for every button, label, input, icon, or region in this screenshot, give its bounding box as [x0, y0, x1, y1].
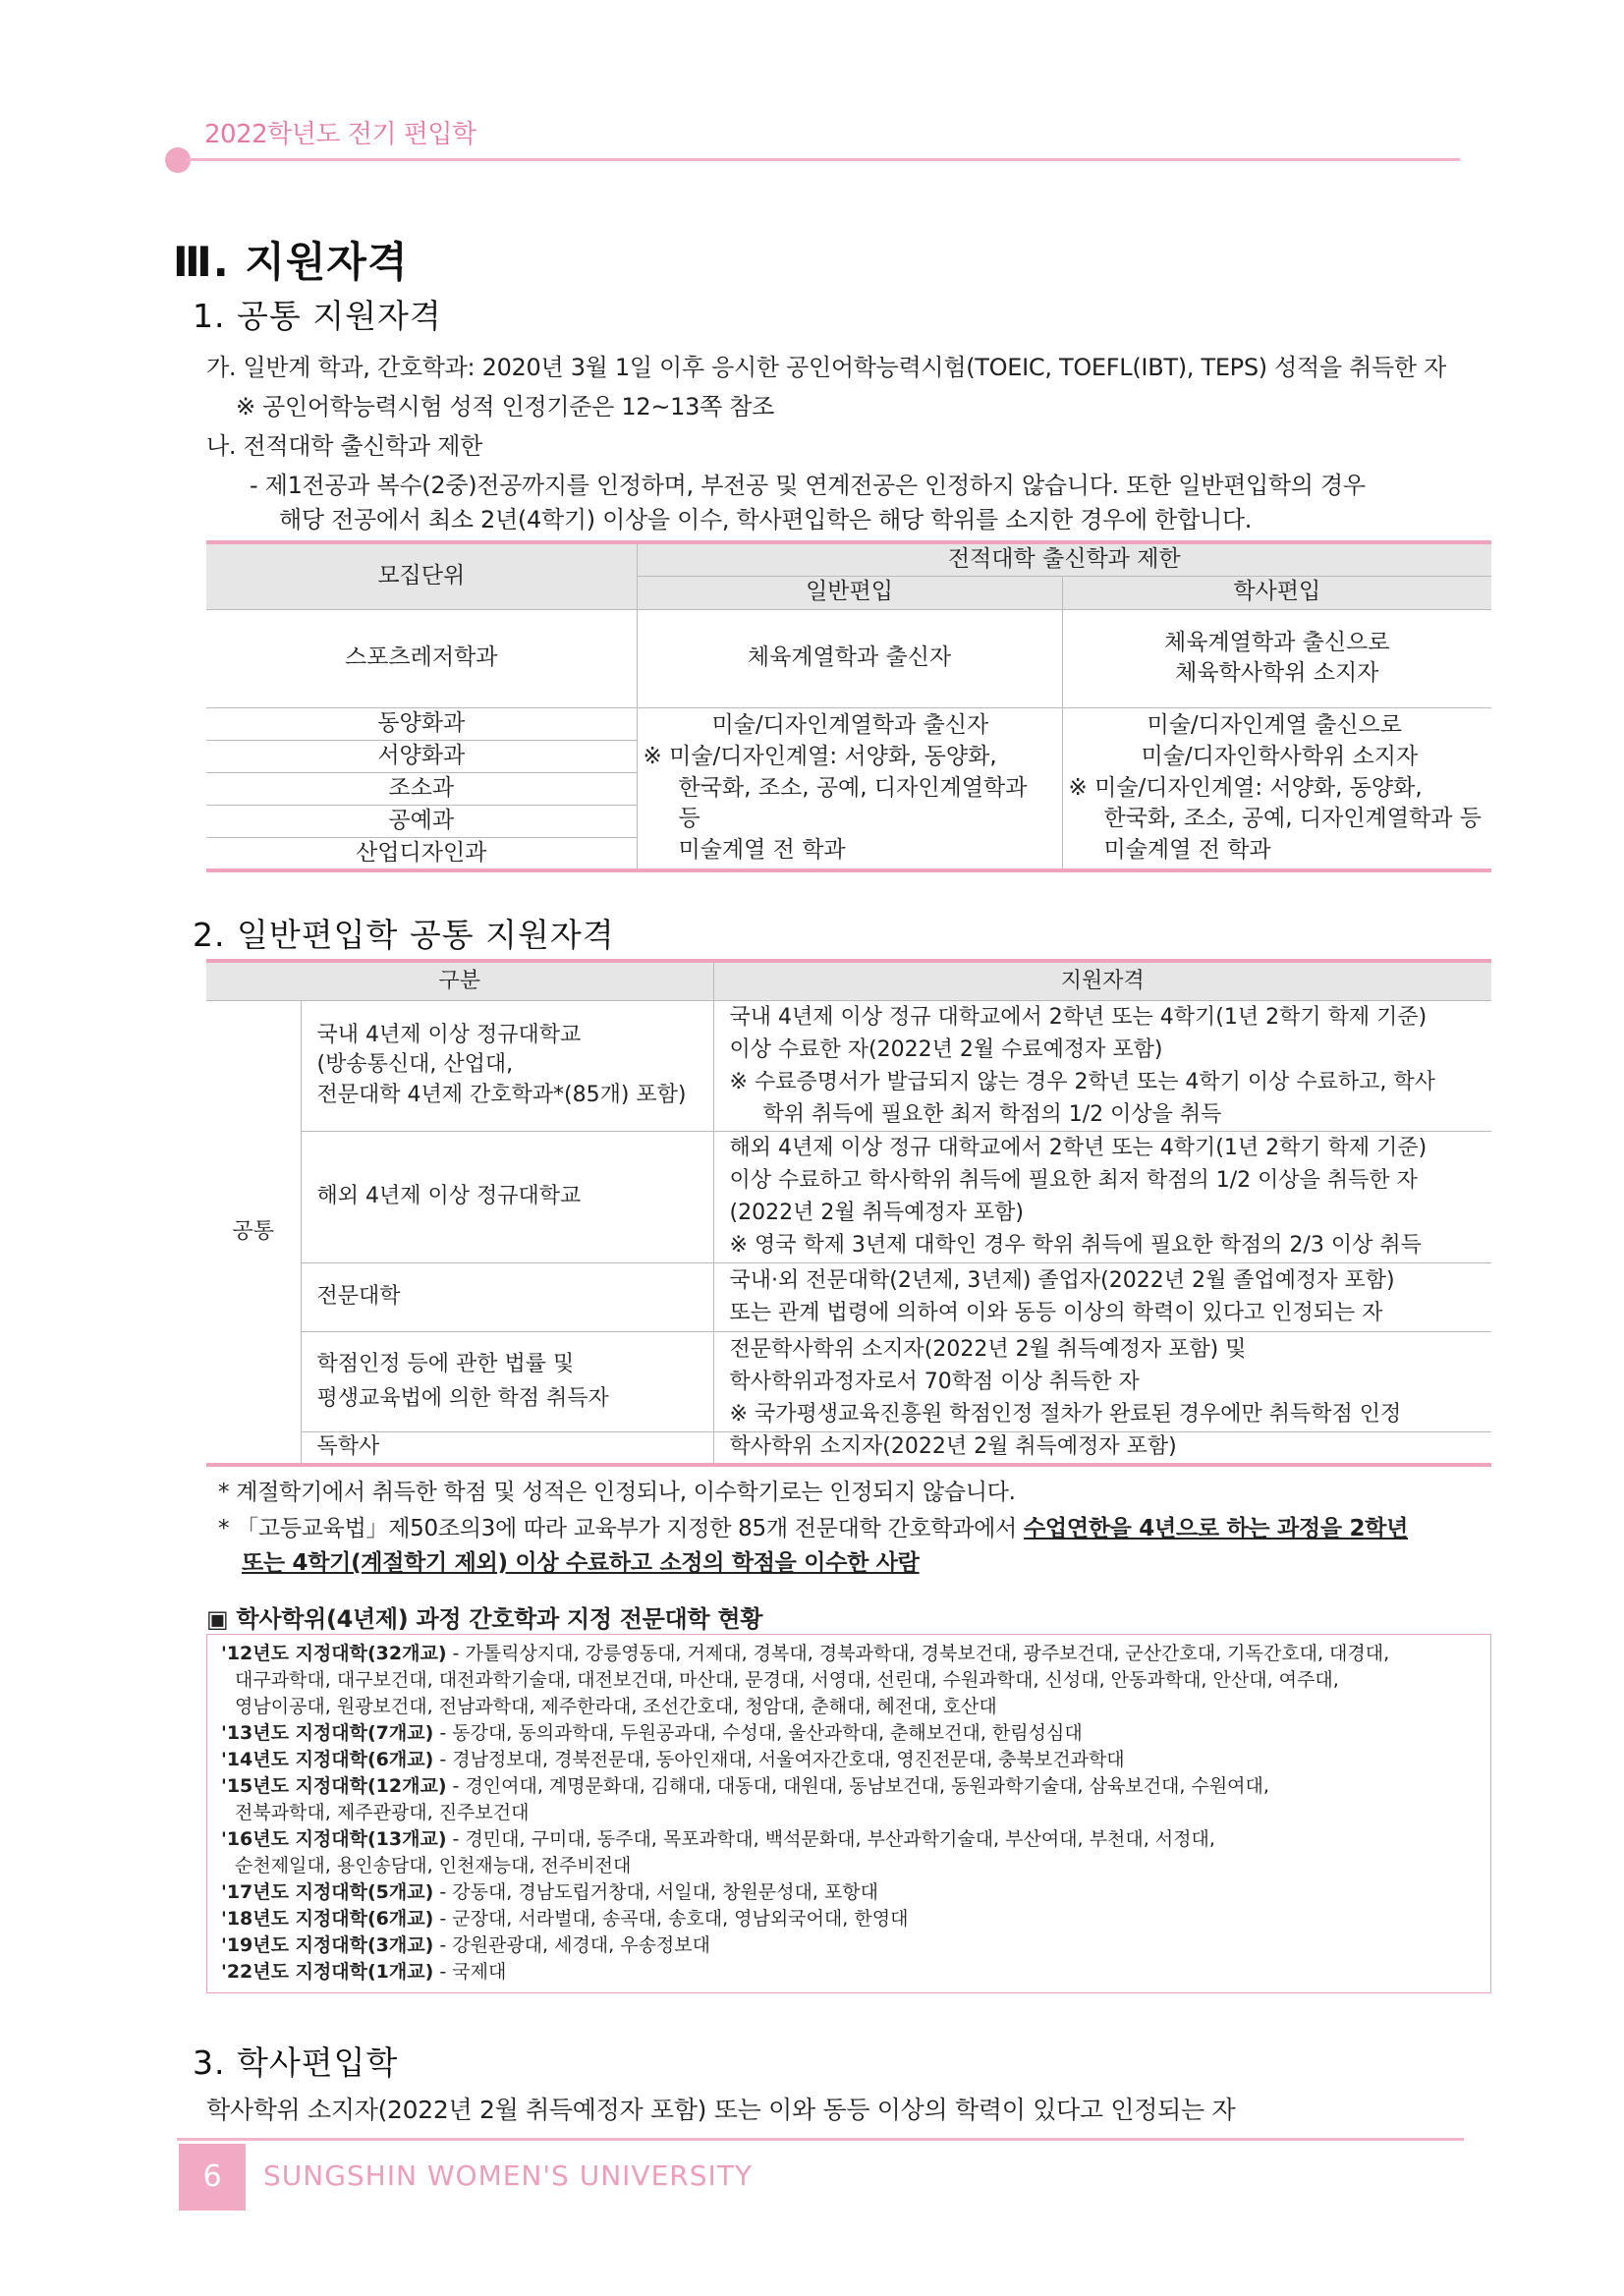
category-self-study: 독학사	[301, 1431, 713, 1465]
header-restrict: 전적대학 출신학과 제한	[637, 542, 1491, 576]
nursing-entry	[221, 1826, 1477, 1853]
art-unit: 공예과	[388, 807, 455, 833]
qual-line: ※ 수료증명서가 발급되지 않는 경우 2학년 또는 4학기 이상 수료하고, 학사	[729, 1069, 1435, 1094]
nursing-entry-list: - 경인여대, 계명문화대, 김해대, 대동대, 대원대, 동남보건대, 동원과학기술대, 삼육보건대, 수원여대,	[446, 1775, 1269, 1797]
nursing-entry-cont: 순천제일대, 용인송담대, 인천재능대, 전주비전대	[235, 1855, 632, 1876]
nursing-entry	[221, 1959, 1477, 1986]
s2-note-1: * 계절학기에서 취득한 학점 및 성적은 인정되나, 이수학기로는 인정되지 않습니다.	[218, 1480, 1016, 1505]
nursing-entry-year: '19년도 지정대학(3개교)	[221, 1934, 434, 1956]
sports-bachelor-line: 체육학사학위 소지자	[1175, 660, 1379, 687]
art-unit: 산업디자인과	[356, 839, 487, 866]
art-bachelor-line: 한국화, 조소, 공예, 디자인계열학과 등	[1103, 806, 1482, 832]
s2-title: 2. 일반편입학 공통 지원자격	[193, 916, 615, 954]
category-line: 학점인정 등에 관한 법률 및	[316, 1351, 575, 1376]
nursing-entry-list: - 강동대, 경남도립거창대, 서일대, 창원문성대, 포항대	[433, 1881, 878, 1903]
s2-note-2-emphasis: 수업연한을 4년으로 하는 과정을 2학년	[1023, 1516, 1408, 1541]
qual-line: 국내·외 전문대학(2년제, 3년제) 졸업자(2022년 2월 졸업예정자 포함)	[729, 1268, 1395, 1293]
qual-line: 이상 수료한 자(2022년 2월 수료예정자 포함)	[729, 1036, 1163, 1062]
group-common: 공통	[232, 1218, 274, 1244]
qual-line: 해외 4년제 이상 정규 대학교에서 2학년 또는 4학기(1년 2학기 학제 기준)	[729, 1136, 1428, 1160]
art-bachelor-line: 미술/디자인계열 출신으로	[1147, 712, 1402, 739]
s2-qualification-table	[206, 959, 1491, 1467]
qual-line: 국내 4년제 이상 정규 대학교에서 2학년 또는 4학기(1년 2학기 학제 기준)	[729, 1004, 1428, 1030]
nursing-entry-year: '22년도 지정대학(1개교)	[221, 1961, 434, 1983]
s3-text: 학사학위 소지자(2022년 2월 취득예정자 포함) 또는 이와 동등 이상의 학력이 있다고 인정되는 자	[206, 2096, 1236, 2124]
nursing-entry-year: '12년도 지정대학(32개교)	[221, 1643, 447, 1664]
nursing-entry-year: '15년도 지정대학(12개교)	[221, 1775, 447, 1797]
nursing-college-list-box	[206, 1634, 1491, 1993]
qual-line: ※ 영국 학제 3년제 대학인 경우 학위 취득에 필요한 학점의 2/3 이상 취득	[729, 1233, 1422, 1258]
qual-line: ※ 국가평생교육진흥원 학점인정 절차가 완료된 경우에만 취득학점 인정	[729, 1401, 1402, 1427]
nursing-entry-year: '14년도 지정대학(6개교)	[221, 1749, 434, 1770]
nursing-entry-cont: 대구과학대, 대구보건대, 대전과학기술대, 대전보건대, 마산대, 문경대, 서영대, 선린대, 수원과학대, 신성대, 안동과학대, 안산대, 여주대,	[235, 1669, 1339, 1691]
sports-general: 체육계열학과 출신자	[637, 609, 1062, 707]
art-bachelor-line: ※ 미술/디자인계열: 서양화, 동양화,	[1068, 774, 1423, 801]
nursing-entry-cont: 전북과학대, 제주관광대, 진주보건대	[235, 1802, 530, 1823]
s1-line-na-1: - 제1전공과 복수(2중)전공까지를 인정하며, 부전공 및 연계전공은 인정하지 않습니다. 또한 일반편입학의 경우	[250, 472, 1366, 499]
footer-rule	[177, 2138, 1464, 2141]
nursing-entry-year: '18년도 지정대학(6개교)	[221, 1908, 434, 1930]
s2-note-2-text: * 「고등교육법」제50조의3에 따라 교육부가 지정한 85개 전문대학 간호학과에서	[218, 1516, 1024, 1541]
footer-university: SUNGSHIN WOMEN'S UNIVERSITY	[263, 2159, 753, 2192]
nursing-entry-list: - 국제대	[433, 1961, 507, 1983]
sports-bachelor	[1062, 609, 1491, 707]
s1-title: 1. 공통 지원자격	[193, 297, 442, 335]
nursing-entry-cont: 영남이공대, 원광보건대, 전남과학대, 제주한라대, 조선간호대, 청암대, 춘해대, 혜전대, 호산대	[235, 1696, 997, 1717]
art-general	[637, 707, 1062, 870]
art-unit: 동양화과	[377, 709, 466, 736]
category-line: 평생교육법에 의한 학점 취득자	[316, 1386, 609, 1411]
s1-restriction-table	[206, 540, 1491, 872]
s1-line-ga: 가. 일반계 학과, 간호학과: 2020년 3월 1일 이후 응시한 공인어학능력시험(TOEIC, TOEFL(IBT), TEPS) 성적을 취득한 자	[206, 354, 1447, 381]
art-bachelor-line: 미술/디자인학사학위 소지자	[1141, 744, 1419, 769]
s2-note-2	[218, 1510, 1408, 1542]
qual-line: (2022년 2월 취득예정자 포함)	[729, 1201, 1024, 1225]
category-college: 전문대학	[301, 1262, 713, 1331]
header-bachelor: 학사편입	[1062, 576, 1491, 609]
qual-line: 학사학위과정자로서 70학점 이상 취득한 자	[729, 1369, 1140, 1394]
s1-line-na: 나. 전적대학 출신학과 제한	[206, 432, 483, 460]
art-general-line: 미술/디자인계열학과 출신자	[711, 712, 989, 739]
qual-line: 학위 취득에 필요한 최저 학점의 1/2 이상을 취득	[762, 1101, 1222, 1127]
sports-bachelor-line: 체육계열학과 출신으로	[1164, 629, 1390, 655]
nursing-entry-list: - 강원관광대, 세경대, 우송정보대	[433, 1934, 710, 1956]
s1-line-ga-note: ※ 공인어학능력시험 성적 인정기준은 12~13쪽 참조	[236, 393, 775, 420]
category-line: 전문대학 4년제 간호학과*(85개) 포함)	[316, 1082, 687, 1107]
s1-line-na-2: 해당 전공에서 최소 2년(4학기) 이상을 이수, 학사편입학은 해당 학위를 소지한 경우에 한합니다.	[279, 506, 1253, 533]
category-credit-bank	[301, 1331, 713, 1431]
nursing-entry-year: '17년도 지정대학(5개교)	[221, 1881, 434, 1903]
nursing-box-title: ▣ 학사학위(4년제) 과정 간호학과 지정 전문대학 현황	[206, 1605, 763, 1633]
category-line: 국내 4년제 이상 정규대학교	[316, 1022, 582, 1047]
nursing-entry-list: - 경남정보대, 경북전문대, 동아인재대, 서울여자간호대, 영진전문대, 충북보건과학대	[433, 1749, 1125, 1770]
header-rule	[187, 158, 1460, 161]
nursing-entry-list: - 가톨릭상지대, 강릉영동대, 거제대, 경복대, 경북과학대, 경북보건대, 광주보건대, 군산간호대, 기독간호대, 대경대,	[446, 1643, 1390, 1664]
nursing-entry-year: '13년도 지정대학(7개교)	[221, 1722, 434, 1744]
category-line: (방송통신대, 산업대,	[316, 1052, 514, 1078]
art-general-line: 미술계열 전 학과	[678, 837, 846, 864]
nursing-entry	[221, 1906, 1477, 1932]
qual-line: 또는 관계 법령에 의하여 이와 동등 이상의 학력이 있다고 인정되는 자	[729, 1301, 1383, 1325]
art-bachelor-line: 미술계열 전 학과	[1103, 837, 1271, 864]
art-bachelor	[1062, 707, 1491, 870]
nursing-entry	[221, 1773, 1477, 1800]
nursing-entry	[221, 1879, 1477, 1906]
s3-title: 3. 학사편입학	[193, 2044, 399, 2082]
nursing-entry-year: '16년도 지정대학(13개교)	[221, 1828, 447, 1850]
nursing-entry	[221, 1932, 1477, 1959]
header-category: 구분	[206, 961, 713, 1000]
nursing-entry	[221, 1641, 1477, 1667]
qual-overseas	[713, 1131, 1491, 1262]
qual-line: 이상 수료하고 학사학위 취득에 필요한 최저 학점의 1/2 이상을 취득한 자	[729, 1168, 1418, 1193]
header-general: 일반편입	[637, 576, 1062, 609]
running-header: 2022학년도 전기 편입학	[204, 120, 476, 149]
nursing-entry	[221, 1720, 1477, 1747]
s2-note-2-continued: 또는 4학기(계절학기 제외) 이상 수료하고 소정의 학점을 이수한 사람	[242, 1550, 920, 1576]
art-unit: 조소과	[388, 774, 455, 801]
qual-college	[713, 1262, 1491, 1331]
nursing-entry-list: - 경민대, 구미대, 동주대, 목포과학대, 백석문화대, 부산과학기술대, 부산여대, 부천대, 서정대,	[446, 1828, 1215, 1850]
qual-domestic	[713, 1000, 1491, 1131]
art-unit: 서양화과	[377, 742, 466, 768]
header-qualification: 지원자격	[713, 961, 1491, 1000]
qual-credit-bank	[713, 1331, 1491, 1431]
art-general-line: ※ 미술/디자인계열: 서양화, 동양화,	[643, 744, 997, 769]
sports-unit: 스포츠레저학과	[344, 644, 498, 671]
nursing-entry	[221, 1747, 1477, 1773]
nursing-entry-list: - 동강대, 동의과학대, 두원공과대, 수성대, 울산과학대, 춘해보건대, 한림성심대	[433, 1722, 1083, 1744]
category-overseas: 해외 4년제 이상 정규대학교	[301, 1131, 713, 1262]
header-unit: 모집단위	[206, 542, 637, 609]
nursing-entry-list: - 군장대, 서라벌대, 송곡대, 송호대, 영남외국어대, 한영대	[433, 1908, 909, 1930]
category-domestic	[301, 1000, 713, 1131]
qual-self-study: 학사학위 소지자(2022년 2월 취득예정자 포함)	[713, 1431, 1491, 1465]
page-number: 6	[179, 2144, 246, 2211]
art-general-line: 한국화, 조소, 공예, 디자인계열학과 등	[678, 774, 1028, 832]
section-title: Ⅲ. 지원자격	[173, 238, 409, 286]
qual-line: 전문학사학위 소지자(2022년 2월 취득예정자 포함) 및	[729, 1336, 1247, 1362]
